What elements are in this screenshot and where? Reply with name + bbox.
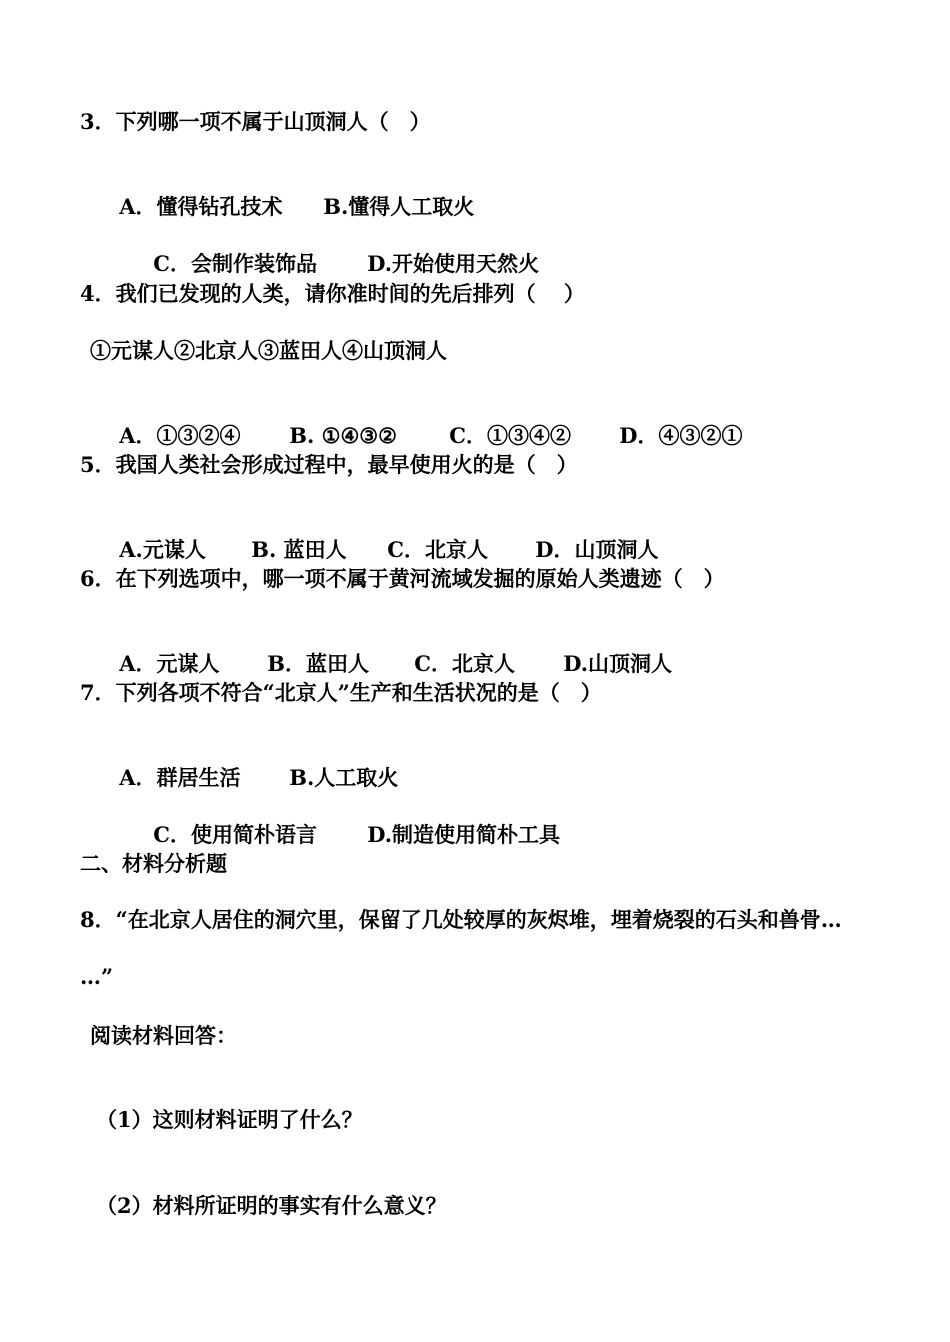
question-7-stem: 7．下列各项不符合“北京人”生产和生活状况的是（ ） <box>80 680 602 705</box>
question-6-option-d: D.山顶洞人 <box>563 651 673 676</box>
question-8-sub-question-2: （2）材料所证明的事实有什么意义？ <box>96 1193 447 1218</box>
question-7-option-d: D.制造使用简朴工具 <box>367 822 561 847</box>
question-3-options-row-2 <box>124 222 540 276</box>
question-3-option-c: C．会制作装饰品 <box>153 251 317 276</box>
question-4-stem: 4．我们已发现的人类，请你准时间的先后排列（ ） <box>80 281 585 306</box>
question-5-option-c: C．北京人 <box>387 537 488 562</box>
question-3-option-a: A．懂得钻孔技术 <box>119 194 283 219</box>
question-7-option-a: A．群居生活 <box>119 765 241 790</box>
question-7-options-row-1 <box>90 736 399 790</box>
question-6-options <box>90 622 673 676</box>
question-8-sub-question-1: （1）这则材料证明了什么？ <box>96 1107 363 1132</box>
question-4-option-d: D．④③②① <box>619 423 743 448</box>
question-3-options-row-1 <box>90 165 475 219</box>
question-4-option-b: B. ①④③② <box>289 423 397 448</box>
question-7-options-row-2 <box>124 793 561 847</box>
question-8-instruction: 阅读材料回答： <box>90 1023 237 1048</box>
question-6-stem: 6．在下列选项中，哪一项不属于黄河流域发掘的原始人类遗迹（ ） <box>80 566 725 591</box>
question-6-option-c: C．北京人 <box>414 651 515 676</box>
section-2-heading: 二、材料分析题 <box>80 851 227 876</box>
question-5-stem: 5．我国人类社会形成过程中，最早使用火的是（ ） <box>80 452 578 477</box>
question-3-option-b: B.懂得人工取火 <box>323 194 475 219</box>
question-8-material-line-2: …” <box>80 964 114 989</box>
question-5-option-d: D．山顶洞人 <box>535 537 659 562</box>
question-5-option-a: A.元谋人 <box>119 537 206 562</box>
question-3-option-d: D.开始使用天然火 <box>367 251 540 276</box>
question-7-option-c: C．使用简朴语言 <box>153 822 317 847</box>
question-4-option-c: C．①③④② <box>449 423 571 448</box>
question-6-option-b: B．蓝田人 <box>267 651 369 676</box>
question-5-options <box>90 508 659 562</box>
question-7-option-b: B.人工取火 <box>289 765 399 790</box>
question-5-option-b: B. 蓝田人 <box>251 537 347 562</box>
question-3-stem: 3．下列哪一项不属于山顶洞人（ ） <box>80 109 431 134</box>
question-4-options <box>90 394 743 448</box>
question-4-option-a: A．①③②④ <box>119 423 241 448</box>
question-8-material-line-1: 8．“在北京人居住的洞穴里，保留了几处较厚的灰烬堆，埋着烧裂的石头和兽骨… <box>80 907 842 932</box>
question-6-option-a: A．元谋人 <box>119 651 220 676</box>
question-4-list: ①元谋人②北京人③蓝田人④山顶洞人 <box>90 338 447 363</box>
